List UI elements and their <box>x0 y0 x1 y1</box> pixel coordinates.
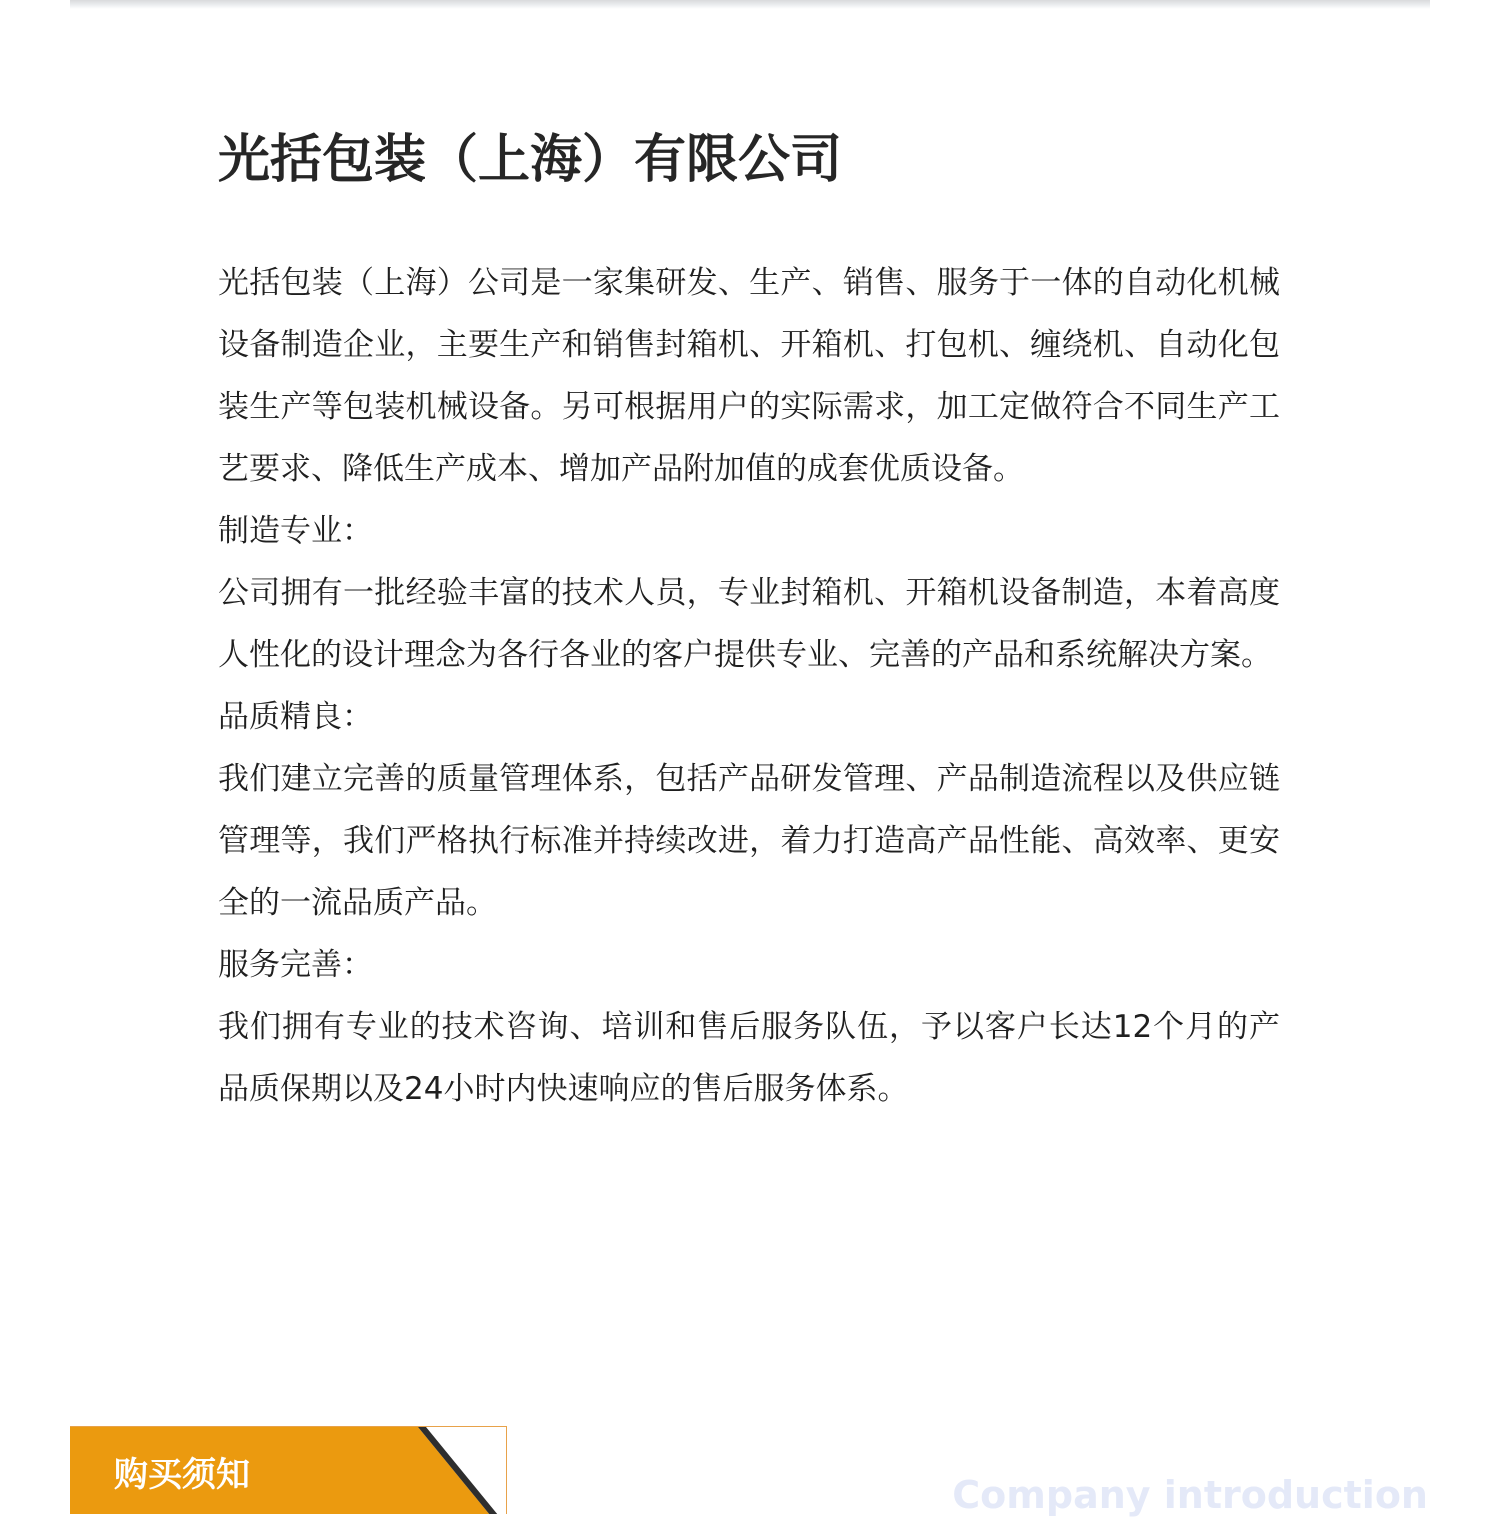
company-description <box>218 252 1280 1120</box>
section-heading-service: 服务完善： <box>218 947 373 983</box>
section-text-service: 我们拥有专业的技术咨询、培训和售后服务队伍，予以客户长达12个月的产品质保期以及24小时内快速响应的售后服务体系。 <box>218 1009 1280 1107</box>
section-text-quality: 我们建立完善的质量管理体系，包括产品研发管理、产品制造流程以及供应链管理等，我们严格执行标准并持续改进，着力打造高产品性能、高效率、更安全的一流品质产品。 <box>218 761 1280 921</box>
section-heading-manufacturing: 制造专业： <box>218 513 373 549</box>
company-introduction-subtitle: Company introduction <box>952 1473 1428 1517</box>
section-heading-quality: 品质精良： <box>218 699 373 735</box>
section-text-manufacturing: 公司拥有一批经验丰富的技术人员，专业封箱机、开箱机设备制造，本着高度人性化的设计理念为各行各业的客户提供专业、完善的产品和系统解决方案。 <box>218 575 1280 673</box>
purchase-notice-title: 购买须知 <box>114 1455 250 1495</box>
purchase-notice-banner <box>70 1426 507 1514</box>
intro-paragraph: 光括包装（上海）公司是一家集研发、生产、销售、服务于一体的自动化机械设备制造企业，主要生产和销售封箱机、开箱机、打包机、缠绕机、自动化包装生产等包装机械设备。另可根据用户的实际需求，加工定做符合不同生产工艺要求、降低生产成本、增加产品附加值的成套优质设备。 <box>218 265 1280 487</box>
top-image-strip <box>70 0 1430 9</box>
company-title: 光括包装（上海）有限公司 <box>218 130 843 190</box>
